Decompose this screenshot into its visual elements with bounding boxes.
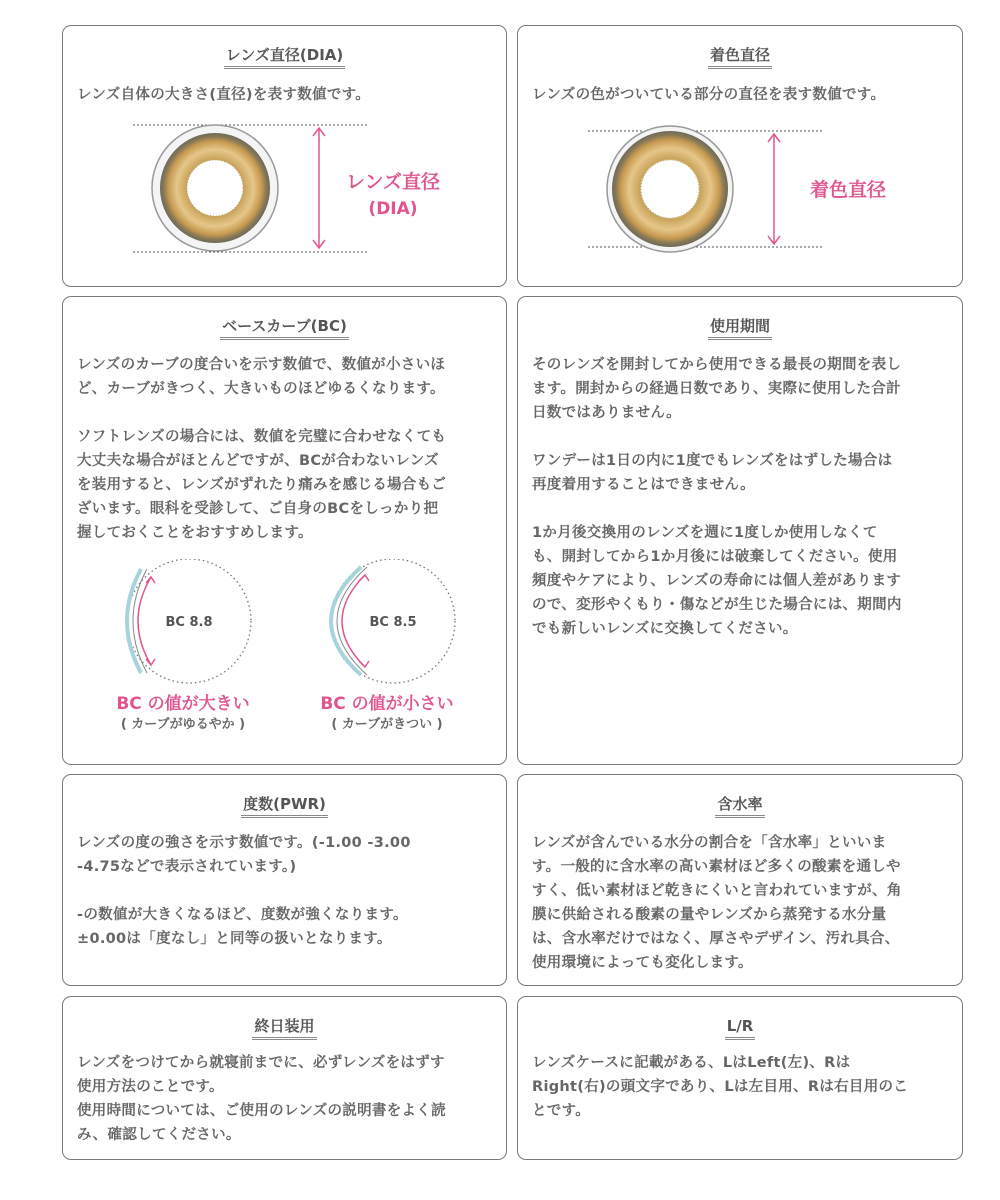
card-title: L/R [518, 1017, 962, 1040]
card-water-content [517, 774, 963, 986]
bc-small-value: BC 8.5 [369, 615, 417, 630]
card-all-day-wear [62, 996, 507, 1160]
card-color-diameter [517, 25, 963, 287]
bc-small-sublabel: ( カーブがきつい ) [331, 717, 443, 732]
card-title: 度数(PWR) [63, 795, 506, 818]
bc-small-caption [297, 693, 477, 735]
card-title: レンズ直径(DIA) [63, 46, 506, 69]
card-text: レンズの色がついている部分の直径を表す数値です。 [532, 87, 886, 103]
card-text: レンズ自体の大きさ(直径)を表す数値です。 [77, 87, 371, 103]
bc-small-label: BC の値が小さい [320, 694, 454, 714]
card-lens-diameter [62, 25, 507, 287]
card-title: 含水率 [518, 795, 962, 818]
lens-image [607, 126, 733, 252]
card-usage-period [517, 296, 963, 765]
card-text: レンズの度の強さを示す数値です。(-1.00 -3.00 -4.75などで表示されています。) -の数値が大きくなるほど、度数が強くなります。 ±0.00は「度なし」と同等の扱いとなります。 [77, 835, 411, 947]
diagram-label-lens-diameter: レンズ直径 [346, 171, 440, 193]
bc-large-sublabel: ( カーブがゆるやか ) [120, 717, 246, 732]
color-diameter-arrow [768, 134, 780, 244]
color-diameter-diagram [578, 121, 958, 261]
diameter-arrow [313, 128, 325, 248]
bc-large-label: BC の値が大きい [116, 694, 250, 714]
diagram-label-color-diameter: 着色直径 [809, 179, 887, 201]
lens-image [152, 125, 278, 251]
bc-small-diagram [315, 559, 465, 689]
card-text: レンズケースに記載がある、LはLeft(左)、Rは Right(右)の頭文字であり、Lは左目用、Rは右目用のこ とです。 [532, 1055, 909, 1119]
diagram-label-dia: (DIA) [368, 199, 418, 219]
card-power [62, 774, 507, 986]
lens-diameter-diagram [123, 118, 503, 258]
bc-large-value: BC 8.8 [165, 615, 213, 630]
card-text: レンズをつけてから就寝前までに、必ずレンズをはずす 使用方法のことです。 使用時間については、ご使用のレンズの説明書をよく読 み、確認してください。 [77, 1055, 446, 1143]
card-text: レンズが含んでいる水分の割合を「含水率」といいま す。一般的に含水率の高い素材ほど多くの酸素を通しや すく、低い素材ほど乾きにくいと言われていますが、角 膜に供給される酸素の量やレンズから蒸発する水分量 は、含水率だけではなく、厚さやデザイン、汚れ具合、 使用環境によっても変化します。 [532, 835, 902, 971]
card-title: ベースカーブ(BC) [63, 317, 506, 340]
card-left-right [517, 996, 963, 1160]
card-text: レンズのカーブの度合いを示す数値で、数値が小さいほ ど、カーブがきつく、大きいものほどゆるくなります。 ソフトレンズの場合には、数値を完璧に合わせなくても 大丈夫な場合がほとんどですが、BCが合わないレンズ を装用すると、レンズがずれたり痛みを感じる場合もご ざいます。眼科を受診して、ご自身のBCをしっかり把 握しておくことをおすすめします。 [77, 357, 447, 541]
bc-large-diagram [111, 559, 261, 689]
card-title: 終日装用 [63, 1017, 506, 1040]
card-text: そのレンズを開封してから使用できる最長の期間を表し ます。開封からの経過日数であり、実際に使用した合計 日数ではありません。 ワンデーは1日の内に1度でもレンズをはずした場合は 再度着用することはできません。 1か月後交換用のレンズを週に1度しか使用しなくて も、開封してから1か月後には破棄してください。使用 頻度やケアにより、レンズの寿命には個人差があります ので、変形やくもり・傷などが生じた場合には、期間内 でも新しいレンズに交換してください。 [532, 357, 902, 637]
card-base-curve [62, 296, 507, 765]
card-title: 着色直径 [518, 46, 962, 69]
bc-large-caption [93, 693, 273, 735]
card-title: 使用期間 [518, 317, 962, 340]
